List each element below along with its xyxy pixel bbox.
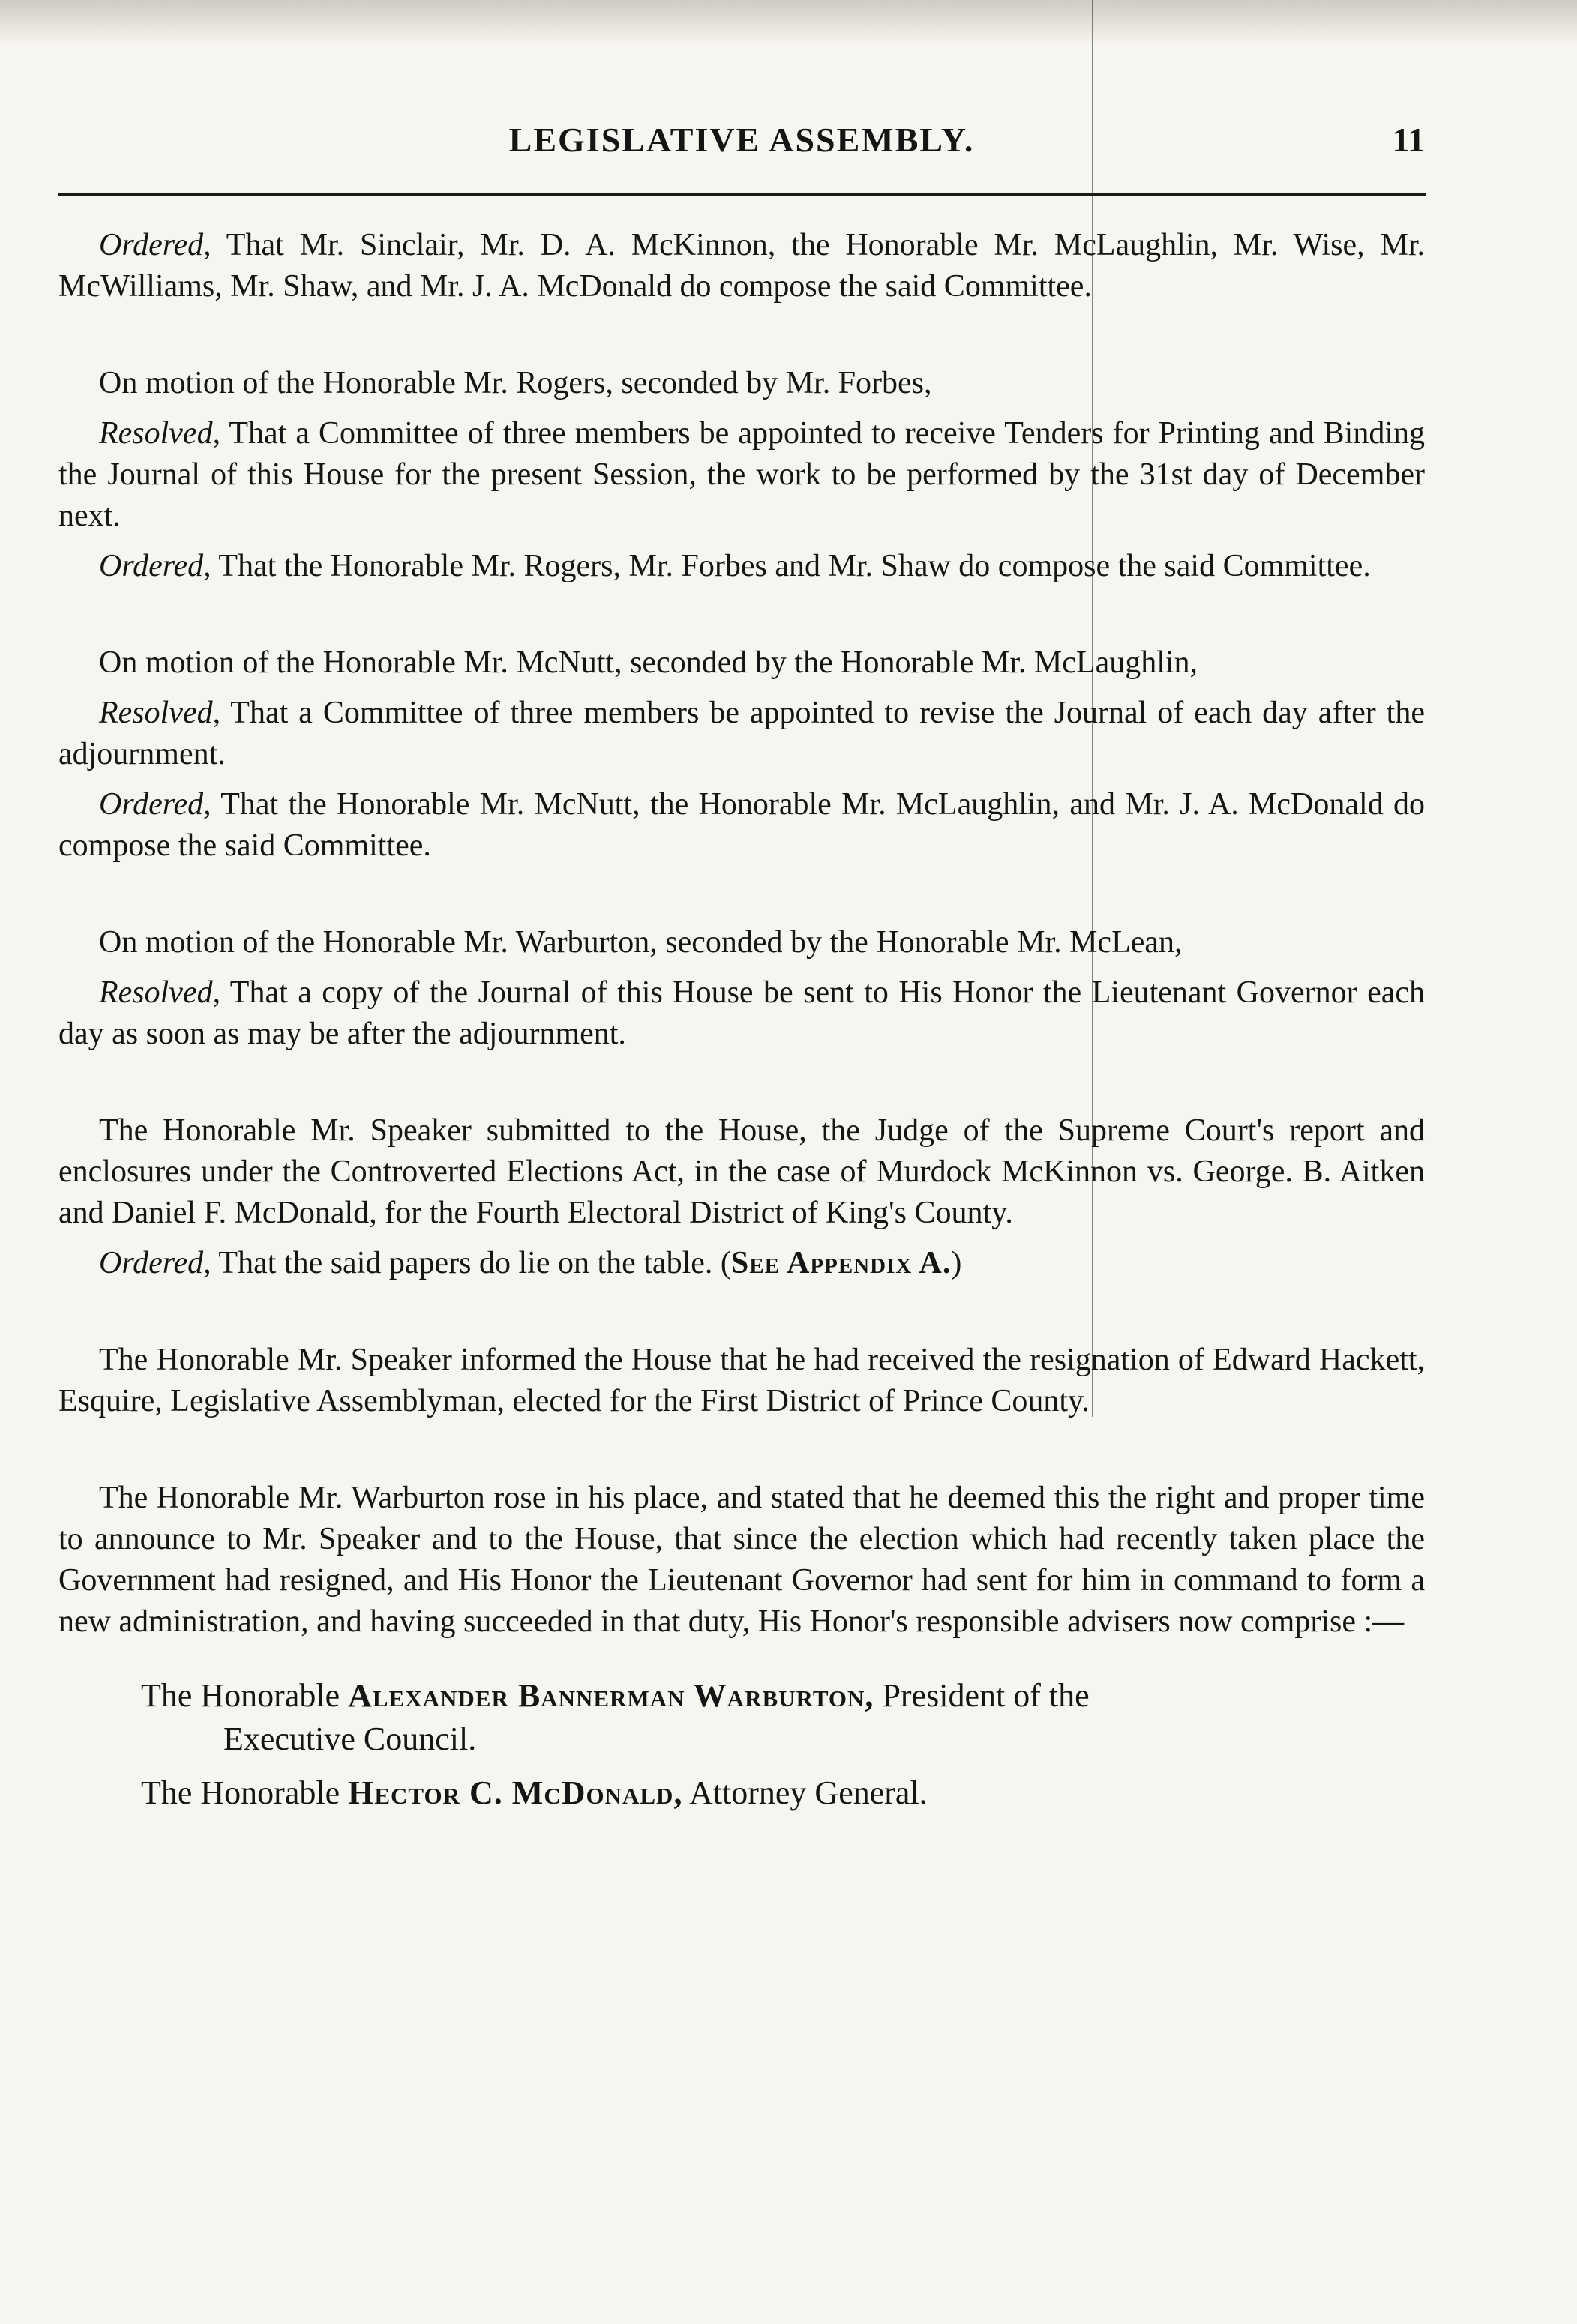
adviser-entry	[141, 1674, 1425, 1761]
adviser-name: Hector C. McDonald,	[348, 1774, 683, 1811]
scan-top-shadow	[0, 0, 1577, 45]
paragraph-text: The Honorable Mr. Warburton rose in his place, and stated that he deemed this the right and proper time to announce to Mr. Speaker and to the House, that since the election which had recently taken place the Government had resigned, and His Honor the Lieutenant Governor had sent for him in command to form a new administration, and having succeeded in that duty, His Honor's responsible advisers now comprise :—	[58, 1481, 1425, 1639]
running-head: LEGISLATIVE ASSEMBLY.	[508, 121, 975, 159]
paragraph-ordered-committee	[58, 225, 1425, 307]
adviser-prefix: The Honorable	[141, 1677, 349, 1714]
spacer	[58, 876, 1425, 922]
paragraph-motion-warburton	[58, 922, 1425, 963]
paragraph-resolved-tenders	[58, 413, 1425, 537]
adviser-prefix: The Honorable	[141, 1774, 349, 1811]
appendix-reference: See Appendix A.	[730, 1246, 952, 1280]
adviser-office: President of the	[874, 1677, 1090, 1714]
paragraph-ordered-papers	[58, 1243, 1425, 1284]
paragraph-text: That the said papers do lie on the table. (	[211, 1246, 731, 1280]
italic-lead: Ordered,	[99, 787, 211, 822]
paragraph-motion-rogers	[58, 363, 1425, 404]
adviser-name: Alexander Bannerman Warburton,	[348, 1677, 874, 1714]
italic-lead: Ordered,	[99, 1246, 211, 1280]
paragraph-text: That the Honorable Mr. Rogers, Mr. Forbes and Mr. Shaw do compose the said Committee.	[211, 549, 1371, 583]
spacer	[58, 1431, 1425, 1478]
page-header	[58, 120, 1425, 172]
page-number: 11	[1392, 121, 1425, 159]
paragraph-resolved-copy	[58, 972, 1425, 1055]
paragraph-new-administration	[58, 1478, 1425, 1643]
paragraph-text: The Honorable Mr. Speaker submitted to the House, the Judge of the Supreme Court's report and enclosures under the Controverted Elections Act, in the case of Murdock McKinnon vs. George. B. Aitken and Daniel F. McDonald, for the Fourth Electoral District of King's County.	[58, 1113, 1425, 1230]
italic-lead: Resolved,	[99, 975, 221, 1010]
adviser-office: Attorney General.	[682, 1774, 928, 1811]
adviser-entry	[141, 1771, 1425, 1815]
spacer	[58, 1652, 1425, 1674]
paragraph-ordered-rogers	[58, 546, 1425, 587]
paragraph-text: That Mr. Sinclair, Mr. D. A. McKinnon, the Honorable Mr. McLaughlin, Mr. Wise, Mr. McWilliams, Mr. Shaw, and Mr. J. A. McDonald do compose the said Committee.	[58, 228, 1425, 304]
paragraph-text: That the Honorable Mr. McNutt, the Honorable Mr. McLaughlin, and Mr. J. A. McDonald do compose the said Committee.	[58, 787, 1425, 863]
italic-lead: Ordered,	[99, 549, 211, 583]
paragraph-text: That a Committee of three members be appointed to revise the Journal of each day after the adjournment.	[58, 696, 1425, 771]
paragraph-ordered-mcnutt	[58, 784, 1425, 867]
paragraph-text: On motion of the Honorable Mr. Warburton, seconded by the Honorable Mr. McLean,	[99, 925, 1183, 960]
italic-lead: Resolved,	[99, 696, 221, 730]
spacer	[58, 1293, 1425, 1340]
adviser-office-continued: Executive Council.	[223, 1721, 477, 1757]
spacer	[58, 1064, 1425, 1110]
paragraph-speaker-report	[58, 1110, 1425, 1234]
paragraph-text: On motion of the Honorable Mr. McNutt, seconded by the Honorable Mr. McLaughlin,	[99, 645, 1198, 680]
header-rule	[58, 193, 1426, 196]
paragraph-text: )	[951, 1246, 962, 1280]
paragraph-resignation	[58, 1340, 1425, 1422]
italic-lead: Resolved,	[99, 416, 221, 451]
paragraph-text: The Honorable Mr. Speaker informed the House that he had received the resignation of Edward Hackett, Esquire, Legislative Assemblyman, elected for the First District of Prince County.	[58, 1343, 1425, 1418]
italic-lead: Ordered,	[99, 228, 211, 262]
paragraph-motion-mcnutt	[58, 642, 1425, 684]
spacer	[58, 596, 1425, 642]
paragraph-resolved-revise	[58, 693, 1425, 775]
paragraph-text: On motion of the Honorable Mr. Rogers, seconded by Mr. Forbes,	[99, 366, 932, 400]
spacer	[58, 316, 1425, 363]
paragraph-text: That a Committee of three members be appointed to receive Tenders for Printing and Binding the Journal of this House for the present Session, the work to be performed by the 31st day of December next.	[58, 416, 1425, 533]
paragraph-text: That a copy of the Journal of this House be sent to His Honor the Lieutenant Governor each day as soon as may be after the adjournment.	[58, 975, 1425, 1051]
journal-body	[58, 225, 1425, 1825]
